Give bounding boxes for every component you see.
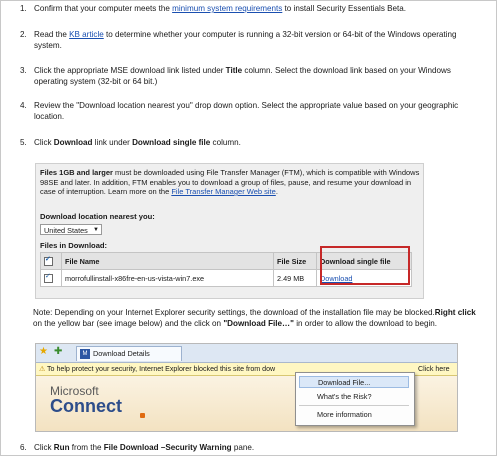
menu-item-whats-the-risk[interactable]: What's the Risk? [317, 392, 372, 401]
file-name-cell: morrofullinstall-x86fre-en-us-vista-win7.exe [62, 270, 274, 287]
step-text: Click the appropriate MSE download link listed under [34, 66, 226, 75]
infobar-text: To help protect your security, Internet Explorer blocked this site from dow [47, 365, 276, 373]
step-number: 3. [20, 66, 27, 75]
favorites-star-icon[interactable]: ★ [39, 346, 48, 357]
step-bold: Run [53, 443, 70, 452]
brand-microsoft: Microsoft [50, 384, 99, 398]
file-checkbox[interactable] [44, 274, 53, 283]
step-text: Confirm that your computer meets the [34, 4, 173, 13]
step-text: pane. [231, 443, 255, 452]
tab-title: Download Details [93, 349, 150, 358]
note-body: on the yellow bar (see image below) and the click on [33, 318, 224, 328]
step-number: 1. [20, 4, 27, 13]
files-label: Files in Download: [40, 241, 108, 250]
ftm-website-link[interactable]: File Transfer Manager Web site [171, 187, 276, 196]
header-checkbox-cell [41, 253, 62, 270]
context-menu [295, 372, 415, 426]
brand-dot-icon [140, 413, 145, 418]
ftm-info-body: must be downloaded using File Transfer Manager (FTM), which is compatible with Windows 98SE and later. In addition, FTM enables you to download a group of files, pause, and resume your download in case of interruption. Learn more on the [40, 168, 420, 196]
highlight-box [320, 246, 410, 285]
brand-connect: Connect [50, 396, 122, 416]
download-link[interactable]: Download [320, 273, 353, 283]
step-text: Click [34, 443, 54, 452]
note-body: in order to allow the download to begin. [293, 318, 438, 328]
ftm-info-text [40, 168, 420, 197]
kb-article-link[interactable]: KB article [69, 30, 104, 39]
note-bold: Right click [434, 308, 476, 317]
menu-item-more-information[interactable]: More information [317, 410, 372, 419]
menu-item-download-file[interactable]: Download File... [299, 376, 409, 388]
ftm-info-end: . [275, 187, 278, 196]
add-favorites-icon[interactable]: ✚ [54, 346, 63, 357]
step-text: Click [34, 138, 54, 147]
location-label: Download location nearest you: [40, 212, 155, 221]
row-checkbox-cell [41, 270, 62, 287]
step-text: Review the "Download location nearest you" drop down option. Select the appropriate value based on your geographic location. [34, 101, 459, 121]
step-bold: Download single file [132, 138, 211, 147]
step-number: 6. [20, 443, 27, 452]
msn-logo-icon: M [80, 349, 90, 359]
column-header-file-size: File Size [274, 253, 317, 270]
step-bold: Download [53, 138, 93, 147]
ie-tab-bar [36, 344, 457, 363]
step-text: column. [210, 138, 241, 147]
step-text: link under [92, 138, 133, 147]
step-text: from the [69, 443, 104, 452]
shield-icon: ⚠ [39, 366, 46, 373]
ie-tab-download-details[interactable] [76, 346, 182, 361]
note-text [33, 308, 485, 329]
step-text: column. Select the download link based on your Windows operating system (32-bit or 64 bit.) [34, 66, 451, 86]
select-all-checkbox[interactable] [44, 257, 53, 266]
file-size-cell: 2.49 MB [274, 270, 317, 287]
column-header-file-name: File Name [62, 253, 274, 270]
ftm-info-bold: Files 1GB and larger [40, 168, 113, 177]
step-number: 5. [20, 138, 27, 147]
step-bold: Title [225, 66, 243, 75]
minimum-requirements-link[interactable]: minimum system requirements [172, 4, 283, 13]
column-header-download-single: Download single file [317, 253, 412, 270]
note-bold: "Download File…" [223, 318, 294, 328]
step-bold: File Download –Security Warning [103, 443, 232, 452]
step-text: to determine whether your computer is running a 32-bit version or 64-bit of the Windows operating system. [34, 30, 457, 50]
note-body: Note: Depending on your Internet Explorer security settings, the download of the installation file may be blocked. [33, 308, 435, 317]
location-dropdown[interactable] [40, 224, 102, 235]
menu-separator [299, 405, 409, 406]
step-number: 2. [20, 30, 27, 39]
step-text: to install Security Essentials Beta. [282, 4, 407, 13]
dropdown-arrow-icon: ▼ [93, 227, 99, 233]
location-value: United States [44, 226, 88, 235]
step-number: 4. [20, 101, 27, 110]
infobar-right-text: Click here [418, 365, 450, 373]
step-text: Read the [34, 30, 70, 39]
